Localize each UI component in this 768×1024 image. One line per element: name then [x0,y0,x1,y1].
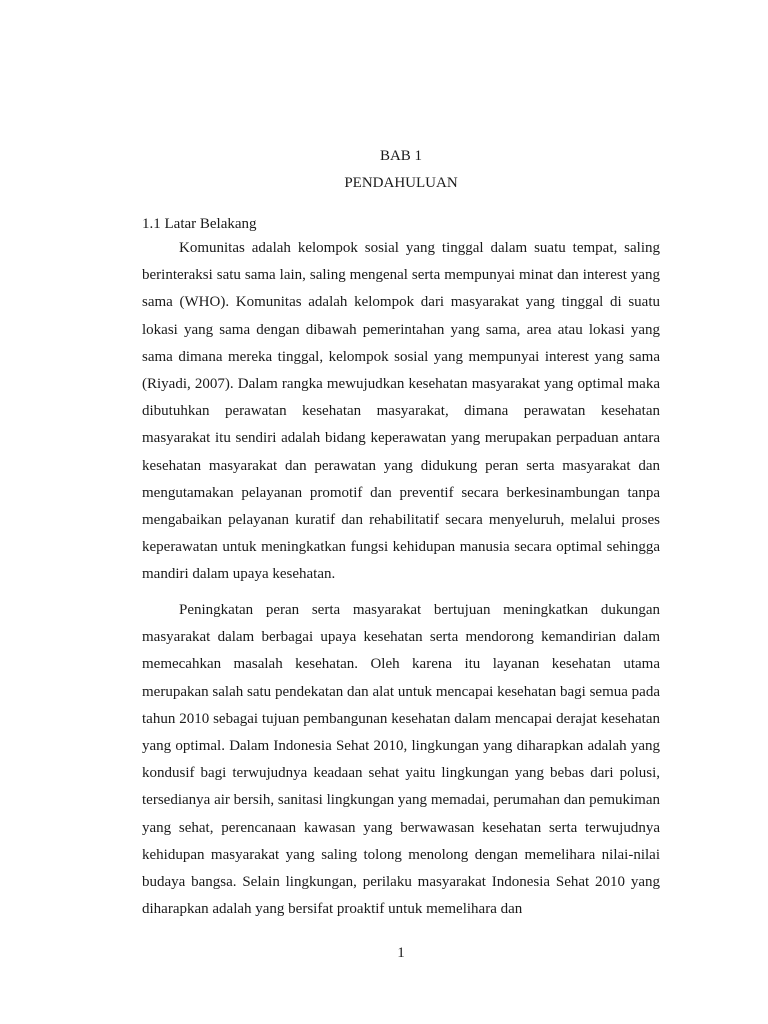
body-paragraph: Komunitas adalah kelompok sosial yang tinggal dalam suatu tempat, saling berinteraksi satu sama lain, saling mengenal serta mempunyai minat dan interest yang sama (WHO). Komunitas adalah kelompok dari masyarakat yang tinggal di suatu lokasi yang sama dengan dibawah pemerintahan yang sama, area atau lokasi yang sama dimana mereka tinggal, kelompok sosial yang mempunyai interest yang sama (Riyadi, 2007). Dalam rangka mewujudkan kesehatan masyarakat yang optimal maka dibutuhkan perawatan kesehatan masyarakat, dimana perawatan kesehatan masyarakat itu sendiri adalah bidang keperawatan yang merupakan perpaduan antara kesehatan masyarakat dan perawatan yang didukung peran serta masyarakat dan mengutamakan pelayanan promotif dan preventif secara berkesinambungan tanpa mengabaikan pelayanan kuratif dan rehabilitatif secara menyeluruh, melalui proses keperawatan untuk meningkatkan fungsi kehidupan manusia secara optimal sehingga mandiri dalam upaya kesehatan. [142,240,660,583]
section-heading: 1.1 Latar Belakang [142,216,257,232]
chapter-title: PENDAHULUAN [344,175,458,191]
chapter-number: BAB 1 [379,148,423,164]
body-paragraph: Peningkatan peran serta masyarakat bertujuan meningkatkan dukungan masyarakat dalam berbagai upaya kesehatan serta mendorong kemandirian dalam memecahkan masalah kesehatan. Oleh karena itu layanan kesehatan utama merupakan salah satu pendekatan dan alat untuk mencapai kesehatan bagi semua pada tahun 2010 sebagai tujuan pembangunan kesehatan dalam mencapai derajat kesehatan yang optimal. Dalam Indonesia Sehat 2010, lingkungan yang diharapkan adalah yang kondusif bagi terwujudnya keadaan sehat yaitu lingkungan yang bebas dari polusi, tersedianya air bersih, sanitasi lingkungan yang memadai, perumahan dan pemukiman yang sehat, perencanaan kawasan yang berwawasan kesehatan serta terwujudnya kehidupan masyarakat yang saling tolong menolong dengan memelihara nilai-nilai budaya bangsa. Selain lingkungan, perilaku masyarakat Indonesia Sehat 2010 yang diharapkan adalah yang bersifat proaktif untuk memelihara dan [142,602,660,918]
page-number: 1 [397,945,405,961]
